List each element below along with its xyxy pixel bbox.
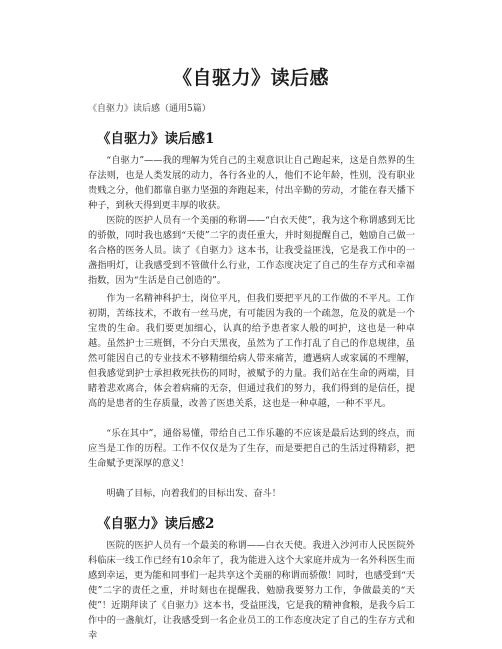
section-1-paragraph-4: “乐在其中”，通俗易懂，带给自己工作乐趣的不应该是最后达到的终点，而应当是工作的历程。工作不仅仅是为了生存，而是要把自己的生活过得精彩，把生命赋予更深厚的意义！ (88, 428, 415, 469)
section-1-paragraph-1: “自驱力”——我的理解为凭自己的主观意识让自己跑起来，这是自然界的生存法则，也是人类发展的动力，各行各业的人，他们不论年龄，性别，没有职业贵贱之分，他们都靠自驱力坚强的奔跑起来，付出辛勤的劳动，才能在春天播下种子，到秋天得到更丰厚的收获。 (88, 155, 415, 211)
section-1-heading: 《自驱力》读后感1 (97, 131, 215, 147)
document-title: 《自驱力》读后感 (172, 67, 329, 89)
document-subtitle: 《自驱力》读后感（通用5篇） (88, 104, 211, 114)
section-1-paragraph-3: 作为一名精神科护士，岗位平凡，但我们要把平凡的工作做的不平凡。工作初期，苦练技术，不敢有一丝马虎，有可能因为我的一个疏忽，危及的就是一个宝贵的生命。我们要更加细心，认真的给予患者家人般的呵护，这也是一种卓越。虽然护士三班倒，不分白天黑夜，虽然为了工作打乱了自己的作息规律，虽然可能因自己的专业技术不够精细给病人带来痛苦，遭遇病人或家属的不理解，但我感觉到护士承担救死扶伤的同时，被赋予的力量。我们站在生命的两端，目睹着悲欢离合，体会着病痛的无奈，但通过我们的努力，我们得到的是信任，提高的是患者的生存质量，改善了医患关系，这也是一种卓越，一种不平凡。 (88, 293, 415, 409)
section-2-heading: 《自驱力》读后感2 (97, 516, 215, 532)
section-1-paragraph-2: 医院的医护人员有一个美丽的称谓——“白衣天使”，我为这个称谓感到无比的骄傲，同时我也感到“天使”二字的责任重大，并时刻提醒自己，勉励自己做一名合格的医务人员。读了《自驱力》这本书，让我受益匪浅，它是我工作中的一盏指明灯，让我感受到不管做什么行业，工作态度决定了自己的生存方式和幸福指数，因为“生活是自己创造的”。 (88, 215, 415, 286)
section-2-paragraph-1: 医院的医护人员有一个最美的称谓——白衣天使。我进入沙河市人民医院外科临床一线工作已经有10余年了，我为能进入这个大家庭并成为一名外科医生而感到幸运，更为能和同事们一起共享这个美丽的称谓而骄傲！同时，也感受到“天使”二字的责任之重，并时刻也在提醒我、勉励我要努力工作，争做最美的“天使”！近期拜读了《自驱力》这本书，受益匪浅，它是我的精神食粮，是我今后工作中的一盏航灯，让我感受到一名企业员工的工作态度决定了自己的生存方式和幸 (88, 540, 415, 641)
section-1-paragraph-5: 明确了目标，向着我们的目标出发、奋斗！ (106, 488, 281, 499)
